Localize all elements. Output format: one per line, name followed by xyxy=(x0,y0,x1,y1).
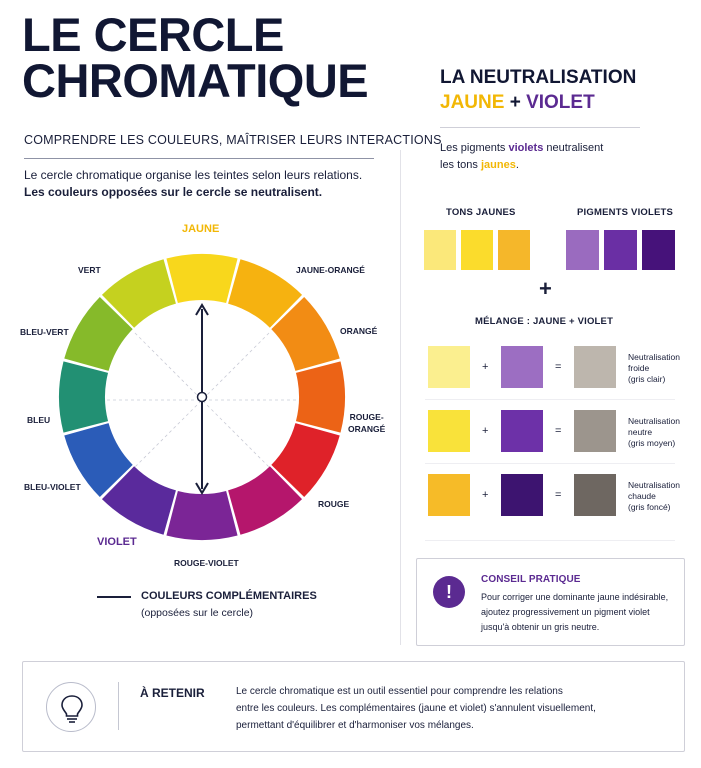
color-wheel xyxy=(20,215,386,585)
takeaway-title: À RETENIR xyxy=(140,686,205,700)
tip-line: Pour corriger une dominante jaune indésirable, xyxy=(481,592,669,602)
tip-body xyxy=(481,590,668,635)
intro-line-1: Le cercle chromatique organise les teintes selon leurs relations. xyxy=(24,168,363,182)
mix-title: MÉLANGE : JAUNE + VIOLET xyxy=(475,316,614,327)
label-rouge-violet: ROUGE-VIOLET xyxy=(174,558,239,568)
section-subtitle-plus: + xyxy=(509,92,521,113)
label-orange: ORANGÉ xyxy=(340,326,378,336)
yellow-swatch xyxy=(498,230,530,270)
mix-result-label xyxy=(628,480,680,513)
arrow-center xyxy=(198,393,207,402)
wheel-segment xyxy=(166,491,237,540)
lightbulb-icon-graphic xyxy=(47,683,97,733)
label-bleu: BLEU xyxy=(27,415,51,425)
mix-violet-swatch xyxy=(501,346,543,388)
mix-plus: + xyxy=(482,489,489,501)
mix-label-line: neutre xyxy=(628,427,653,437)
desc-violets: violets xyxy=(508,142,544,154)
label-bleu-vert: BLEU-VERT xyxy=(20,327,69,337)
wheel-segment xyxy=(296,361,345,432)
mix-yellow-swatch xyxy=(428,410,470,452)
mix-equals: = xyxy=(555,425,562,437)
wheel-segment xyxy=(59,361,108,432)
desc-text: les tons xyxy=(440,159,481,171)
section-subtitle-violet: VIOLET xyxy=(526,92,595,113)
mix-equals: = xyxy=(555,361,562,373)
section-subtitle xyxy=(440,91,595,115)
desc-line-2 xyxy=(440,157,603,174)
tip-title: CONSEIL PRATIQUE xyxy=(481,574,581,585)
mix-plus: + xyxy=(482,361,489,373)
mix-result-label xyxy=(628,416,680,449)
legend-subtitle: (opposées sur le cercle) xyxy=(141,607,254,619)
label-violet: VIOLET xyxy=(97,536,137,548)
section-description xyxy=(440,140,603,174)
mix-label-line: (gris foncé) xyxy=(628,502,671,512)
section-title: LA NEUTRALISATION xyxy=(440,67,637,88)
mix-label-line: (gris clair) xyxy=(628,374,666,384)
row-separator xyxy=(425,399,675,400)
takeaway-text xyxy=(236,683,666,734)
mix-plus: + xyxy=(482,425,489,437)
yellow-swatch xyxy=(424,230,456,270)
tip-line: ajoutez progressivement un pigment violet xyxy=(481,607,650,617)
violet-swatch xyxy=(604,230,637,270)
vertical-divider xyxy=(118,682,119,730)
divider xyxy=(24,158,374,159)
mix-equals: = xyxy=(555,489,562,501)
label-vert: VERT xyxy=(78,265,101,275)
exclamation-icon: ! xyxy=(433,576,465,608)
label-rouge-orange-line2: ORANGÉ xyxy=(348,424,386,434)
column-divider xyxy=(400,150,401,645)
mix-yellow-swatch xyxy=(428,474,470,516)
mix-label-line: Neutralisation xyxy=(628,416,680,426)
row-separator xyxy=(425,463,675,464)
desc-text: Les pigments xyxy=(440,142,509,154)
takeaway-line: entre les couleurs. Les complémentaires (jaune et violet) s'annulent visuellement, xyxy=(236,703,596,714)
mix-label-line: (gris moyen) xyxy=(628,438,676,448)
mix-result-swatch xyxy=(574,474,616,516)
label-rouge-orange-line1: ROUGE- xyxy=(349,412,384,422)
mix-label-line: chaude xyxy=(628,491,656,501)
page-title-line1: LE CERCLE xyxy=(22,8,284,61)
label-rouge-orange xyxy=(348,411,385,435)
page-title xyxy=(22,8,369,107)
yellow-swatch xyxy=(461,230,493,270)
mix-label-line: Neutralisation xyxy=(628,352,680,362)
mix-label-line: froide xyxy=(628,363,650,373)
big-plus: + xyxy=(539,276,552,301)
row-separator xyxy=(425,540,675,541)
label-rouge: ROUGE xyxy=(318,499,350,509)
desc-text: neutralisent xyxy=(543,142,604,154)
mix-result-label xyxy=(628,352,680,385)
violet-swatch xyxy=(566,230,599,270)
desc-text: . xyxy=(515,159,519,171)
wheel-segment xyxy=(166,254,237,303)
legend-title: COULEURS COMPLÉMENTAIRES xyxy=(141,590,317,602)
label-jaune-orange: JAUNE-ORANGÉ xyxy=(296,265,365,275)
takeaway-line: permettant d'équilibrer et d'harmoniser vos mélanges. xyxy=(236,720,474,731)
intro-text xyxy=(24,167,362,201)
label-bleu-violet: BLEU-VIOLET xyxy=(24,482,81,492)
divider xyxy=(440,127,640,128)
violet-swatch xyxy=(642,230,675,270)
page-title-line2: CHROMATIQUE xyxy=(22,54,369,107)
desc-line-1 xyxy=(440,140,603,157)
mix-result-swatch xyxy=(574,346,616,388)
lightbulb-icon xyxy=(46,682,96,732)
desc-jaunes: jaunes xyxy=(480,159,516,171)
legend-line xyxy=(97,596,131,598)
pigments-violets-title: PIGMENTS VIOLETS xyxy=(577,207,674,218)
complementary-arrow xyxy=(196,305,208,493)
tons-jaunes-title: TONS JAUNES xyxy=(446,207,516,218)
page-subtitle: COMPRENDRE LES COULEURS, MAÎTRISER LEURS INTERACTIONS xyxy=(24,133,442,147)
tip-line: jusqu'à obtenir un gris neutre. xyxy=(481,622,600,632)
section-subtitle-jaune: JAUNE xyxy=(440,92,505,113)
mix-label-line: Neutralisation xyxy=(628,480,680,490)
takeaway-line: Le cercle chromatique est un outil essentiel pour comprendre les relations xyxy=(236,686,563,697)
label-jaune: JAUNE xyxy=(182,223,220,235)
intro-line-2: Les couleurs opposées sur le cercle se neutralisent. xyxy=(24,185,323,199)
mix-result-swatch xyxy=(574,410,616,452)
mix-violet-swatch xyxy=(501,410,543,452)
mix-yellow-swatch xyxy=(428,346,470,388)
mix-violet-swatch xyxy=(501,474,543,516)
